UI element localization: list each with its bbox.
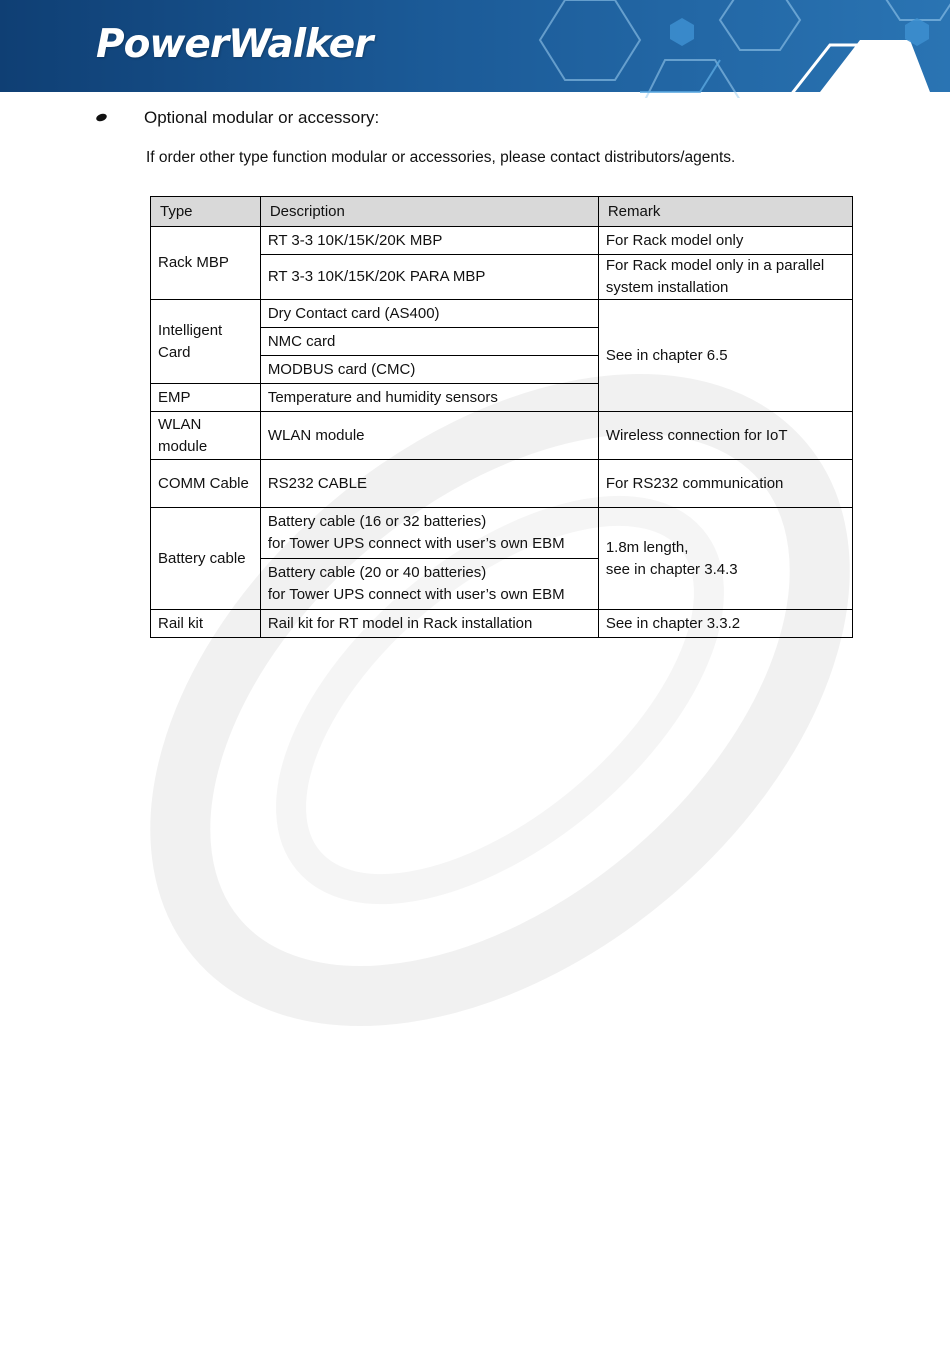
cell-type: Intelligent Card bbox=[151, 300, 261, 384]
cell-description: Temperature and humidity sensors bbox=[260, 384, 598, 412]
accessory-table bbox=[150, 196, 853, 638]
brand-logo: PowerWalker bbox=[96, 22, 373, 67]
remark-line: see in chapter 3.4.3 bbox=[605, 560, 738, 578]
cell-description bbox=[260, 559, 598, 610]
cell-description: RS232 CABLE bbox=[260, 460, 598, 508]
header-remark: Remark bbox=[598, 197, 852, 227]
cell-description bbox=[260, 508, 598, 559]
cell-type: Battery cable bbox=[151, 508, 261, 610]
description-line: Battery cable (20 or 40 batteries) bbox=[267, 564, 487, 581]
cell-remark: For RS232 communication bbox=[598, 460, 852, 508]
cell-description: MODBUS card (CMC) bbox=[260, 356, 598, 384]
cell-description: Dry Contact card (AS400) bbox=[260, 300, 598, 328]
bullet-icon bbox=[95, 112, 108, 122]
cell-description: RT 3-3 10K/15K/20K PARA MBP bbox=[260, 255, 598, 300]
description-line: for Tower UPS connect with user’s own EBM bbox=[267, 586, 565, 603]
cell-type: EMP bbox=[151, 384, 261, 412]
table-row bbox=[151, 508, 853, 559]
table-row bbox=[151, 227, 853, 255]
cell-remark: See in chapter 3.3.2 bbox=[598, 610, 852, 638]
description-line: Battery cable (16 or 32 batteries) bbox=[267, 513, 487, 530]
cell-description: RT 3-3 10K/15K/20K MBP bbox=[260, 227, 598, 255]
cell-description: WLAN module bbox=[260, 412, 598, 460]
table-row bbox=[151, 412, 853, 460]
header-banner bbox=[0, 0, 950, 98]
cell-description: NMC card bbox=[260, 328, 598, 356]
cell-remark bbox=[598, 508, 852, 610]
remark-line: 1.8m length, bbox=[605, 538, 689, 556]
cell-type: Rack MBP bbox=[151, 227, 261, 300]
cell-type: WLAN module bbox=[151, 412, 261, 460]
cell-remark: Wireless connection for IoT bbox=[598, 412, 852, 460]
table-header-row bbox=[151, 197, 853, 227]
header-description: Description bbox=[260, 197, 598, 227]
cell-description: Rail kit for RT model in Rack installation bbox=[260, 610, 598, 638]
cell-remark: For Rack model only in a parallel system installation bbox=[598, 255, 852, 300]
cell-remark: For Rack model only bbox=[598, 227, 852, 255]
section-heading: Optional modular or accessory: bbox=[144, 108, 380, 127]
table-row bbox=[151, 300, 853, 328]
table-row bbox=[151, 460, 853, 508]
cell-type: Rail kit bbox=[151, 610, 261, 638]
cell-type: COMM Cable bbox=[151, 460, 261, 508]
cell-remark: See in chapter 6.5 bbox=[598, 300, 852, 412]
header-type: Type bbox=[151, 197, 261, 227]
description-line: for Tower UPS connect with user’s own EBM bbox=[267, 535, 565, 552]
table-row bbox=[151, 610, 853, 638]
section-intro: If order other type function modular or accessories, please contact distributors/agents. bbox=[146, 149, 736, 166]
